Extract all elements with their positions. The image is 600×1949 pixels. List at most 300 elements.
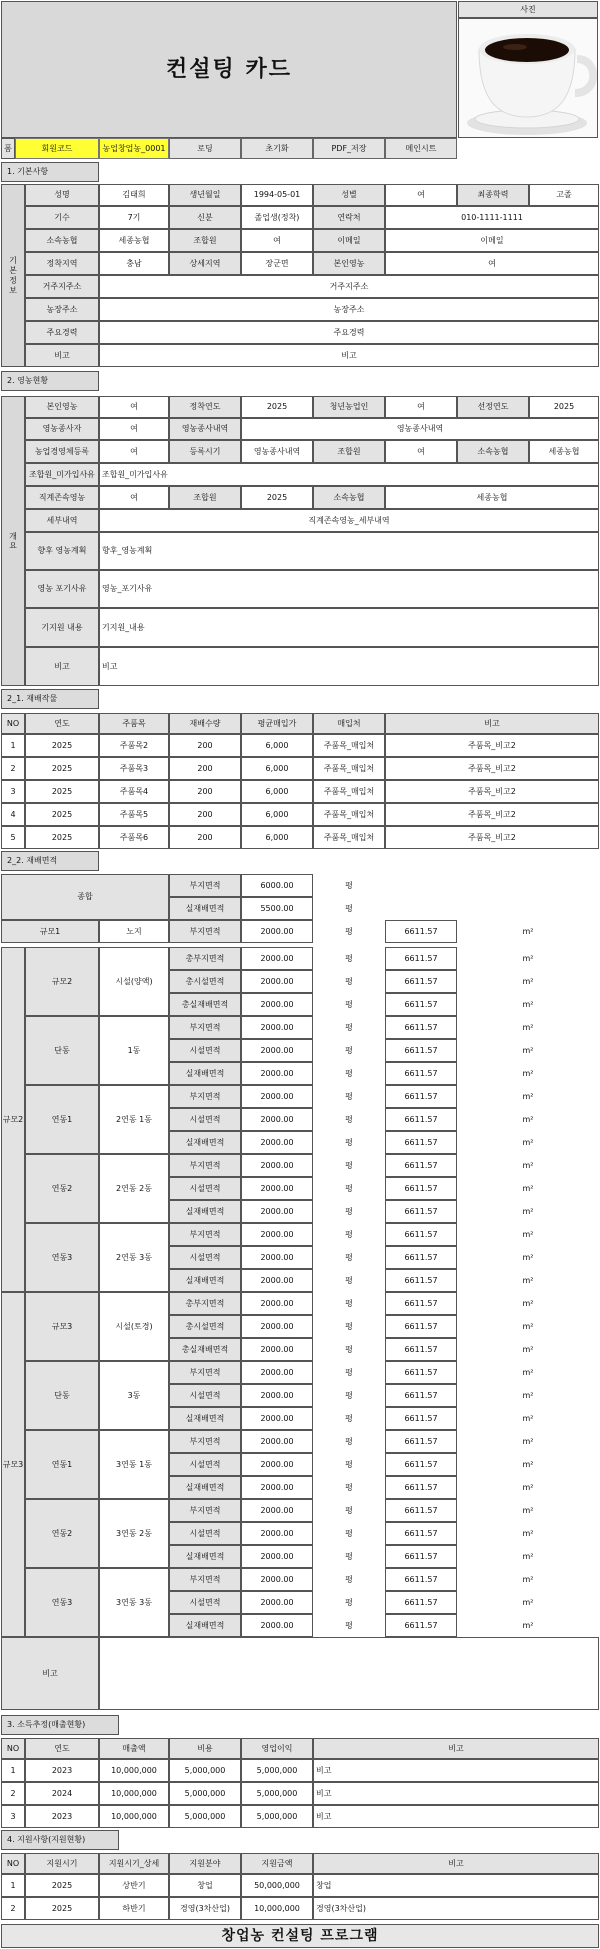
area-value-field[interactable]: 2000.00 [241, 1131, 313, 1154]
crops-cell-main-item[interactable]: 주품목4 [99, 780, 169, 803]
support-cell-no: 2 [1, 1897, 25, 1920]
unit-pyeong: 평 [345, 1574, 353, 1584]
phone-field[interactable]: 010-1111-1111 [385, 206, 599, 229]
area-total-cult-field[interactable]: 5500.00 [241, 897, 313, 920]
member-code-label: 회원코드 [15, 138, 99, 159]
crops-cell-avg-price[interactable]: 6,000 [241, 757, 313, 780]
farm-address-field[interactable]: 농장주소 [99, 298, 599, 321]
income-cell-profit[interactable]: 5,000,000 [241, 1759, 313, 1782]
member-field[interactable]: 여 [241, 229, 313, 252]
farming-coop-field[interactable]: 세종농협 [529, 440, 599, 463]
family-coop-field[interactable]: 세종농협 [385, 486, 599, 509]
scale2-item-label: 연동3 [25, 1223, 99, 1292]
crops-cell-year[interactable]: 2025 [25, 780, 99, 803]
unit-m2: m² [522, 1505, 534, 1515]
registration-label: 농업경영체등록 [25, 440, 99, 463]
area-m2-field[interactable]: 6611.57 [385, 1476, 457, 1499]
area-m2-field[interactable]: 6611.57 [385, 1384, 457, 1407]
support-cell-no: 1 [1, 1874, 25, 1897]
select-year-field[interactable]: 2025 [529, 396, 599, 418]
basic-side-text: 기본정보 [9, 255, 17, 295]
income-cell-cost[interactable]: 5,000,000 [169, 1805, 241, 1828]
load-button[interactable]: 로딩 [169, 138, 241, 159]
basic-note-label: 비고 [25, 344, 99, 367]
crops-cell-quantity[interactable]: 200 [169, 803, 241, 826]
unit-m2: m² [522, 1137, 534, 1147]
area-m2-field[interactable]: 6611.57 [385, 1453, 457, 1476]
worker-detail-field[interactable]: 영농종사내역 [241, 418, 599, 440]
education-label: 최종학력 [457, 184, 529, 206]
coffee-cup-photo [458, 18, 598, 138]
future-plan-field[interactable]: 향후_영농계획 [99, 532, 599, 570]
support-cell-period-detail[interactable]: 상반기 [99, 1874, 169, 1897]
quit-reason-field[interactable]: 영농_포기사유 [99, 570, 599, 608]
crops-header-year: 연도 [25, 713, 99, 734]
crops-cell-avg-price[interactable]: 6,000 [241, 780, 313, 803]
area-m2-field[interactable]: 6611.57 [385, 1522, 457, 1545]
crops-cell-note[interactable]: 주품목_비고2 [385, 757, 599, 780]
birth-field[interactable]: 1994-05-01 [241, 184, 313, 206]
section-farming-status: 2. 영농현황 [1, 371, 99, 391]
scale2-item-type[interactable]: 2연동 2동 [99, 1154, 169, 1223]
unit-pyeong: 평 [345, 1551, 353, 1561]
area-m2-field[interactable]: 6611.57 [385, 947, 457, 970]
area-value-field[interactable]: 2000.00 [241, 1499, 313, 1522]
scale3-area-label: 실재배면적 [169, 1476, 241, 1499]
support-cell-amount[interactable]: 10,000,000 [241, 1897, 313, 1920]
family-detail-field[interactable]: 직계존속영농_세부내역 [99, 509, 599, 532]
crops-cell-note[interactable]: 주품목_비고2 [385, 826, 599, 849]
farming-member-field[interactable]: 여 [385, 440, 457, 463]
area-value-field[interactable]: 2000.00 [241, 1039, 313, 1062]
crops-cell-buyer[interactable]: 주품목_매입처 [313, 757, 385, 780]
unit-pyeong: 평 [345, 1620, 353, 1630]
area-m2-field[interactable]: 6611.57 [385, 1062, 457, 1085]
support-cell-period-detail[interactable]: 하반기 [99, 1897, 169, 1920]
support-header-period: 지원시기 [25, 1853, 99, 1874]
crops-cell-year[interactable]: 2025 [25, 803, 99, 826]
unit-m2: m² [522, 1574, 534, 1584]
scale2-area-label: 실재배면적 [169, 1062, 241, 1085]
nonmember-reason-field[interactable]: 조합원_미가입사유 [99, 463, 599, 486]
area-value-field[interactable]: 2000.00 [241, 1407, 313, 1430]
area-value-field[interactable]: 2000.00 [241, 1223, 313, 1246]
main-sheet-button[interactable]: 메인시트 [385, 138, 457, 159]
scale3-item-label: 단동 [25, 1361, 99, 1430]
crops-cell-year[interactable]: 2025 [25, 757, 99, 780]
area-m2-field[interactable]: 6611.57 [385, 1039, 457, 1062]
crops-cell-year[interactable]: 2025 [25, 734, 99, 757]
crops-cell-note[interactable]: 주품목_비고2 [385, 780, 599, 803]
family-member-field[interactable]: 2025 [241, 486, 313, 509]
unit-pyeong: 평 [345, 1436, 353, 1446]
area-m2-field[interactable]: 6611.57 [385, 1499, 457, 1522]
crops-cell-main-item[interactable]: 주품목6 [99, 826, 169, 849]
area-value-field[interactable]: 2000.00 [241, 1085, 313, 1108]
support-cell-period[interactable]: 2025 [25, 1874, 99, 1897]
pdf-save-button[interactable]: PDF_저장 [313, 138, 385, 159]
area-value-field[interactable]: 2000.00 [241, 1476, 313, 1499]
unit-m2: m² [522, 1390, 534, 1400]
unit-pyeong: 평 [345, 903, 353, 913]
area-m2-field[interactable]: 6611.57 [385, 920, 457, 943]
worker-field[interactable]: 여 [99, 418, 169, 440]
area-value-field[interactable]: 2000.00 [241, 1200, 313, 1223]
area-m2-field[interactable]: 6611.57 [385, 1568, 457, 1591]
unit-m2: m² [522, 1620, 534, 1630]
form-label: 폼 [1, 138, 15, 159]
scale3-area-label: 부지면적 [169, 1361, 241, 1384]
farming-overview-side-label [1, 396, 25, 686]
region-detail-field[interactable]: 장군면 [241, 252, 313, 275]
scale3-item-type[interactable]: 3연동 3동 [99, 1568, 169, 1637]
scale2-item-label: 단동 [25, 1016, 99, 1085]
section-area: 2_2. 재배면적 [1, 851, 99, 871]
area-m2-field[interactable]: 6611.57 [385, 1269, 457, 1292]
scale3-area-label: 부지면적 [169, 1430, 241, 1453]
registration-time-field[interactable]: 영농종사내역 [241, 440, 313, 463]
income-cell-profit[interactable]: 5,000,000 [241, 1782, 313, 1805]
worker-label: 영농종사자 [25, 418, 99, 440]
crops-cell-buyer[interactable]: 주품목_매입처 [313, 826, 385, 849]
unit-m2: m² [522, 1298, 534, 1308]
area-m2-field[interactable]: 6611.57 [385, 1545, 457, 1568]
area-value-field[interactable]: 2000.00 [241, 1154, 313, 1177]
income-cell-sales[interactable]: 10,000,000 [99, 1759, 169, 1782]
scale2-area-label: 총부지면적 [169, 947, 241, 970]
unit-m2: m² [522, 1528, 534, 1538]
farming-coop-label: 소속농협 [457, 440, 529, 463]
scale2-item-type[interactable]: 2연동 3동 [99, 1223, 169, 1292]
unit-pyeong: 평 [345, 1390, 353, 1400]
area-m2-field[interactable]: 6611.57 [385, 1591, 457, 1614]
own-farming-field[interactable]: 여 [385, 252, 599, 275]
area-value-field[interactable]: 2000.00 [241, 1246, 313, 1269]
area-m2-field[interactable]: 6611.57 [385, 1361, 457, 1384]
unit-pyeong: 평 [345, 1114, 353, 1124]
area-value-field[interactable]: 2000.00 [241, 1361, 313, 1384]
crops-cell-note[interactable]: 주품목_비고2 [385, 734, 599, 757]
income-header-no: NO [1, 1738, 25, 1759]
select-year-label: 선정연도 [457, 396, 529, 418]
career-field[interactable]: 주요경력 [99, 321, 599, 344]
scale1-land-label: 부지면적 [169, 920, 241, 943]
farming-member-label: 조합원 [313, 440, 385, 463]
unit-m2: m² [522, 1252, 534, 1262]
member-code-field[interactable]: 농업창업농_0001 [99, 138, 169, 159]
crops-cell-buyer[interactable]: 주품목_매입처 [313, 780, 385, 803]
email-field[interactable]: 이메일 [385, 229, 599, 252]
scale1-label: 규모1 [1, 920, 99, 943]
unit-m2: m² [522, 953, 534, 963]
crops-header-avg-price: 평균매입가 [241, 713, 313, 734]
region-label: 정착지역 [25, 252, 99, 275]
region-field[interactable]: 충남 [99, 252, 169, 275]
generation-field[interactable]: 7기 [99, 206, 169, 229]
area-m2-field[interactable]: 6611.57 [385, 1407, 457, 1430]
crops-cell-quantity[interactable]: 200 [169, 780, 241, 803]
scale3-item-label: 규모3 [25, 1292, 99, 1361]
support-cell-period[interactable]: 2025 [25, 1897, 99, 1920]
area-value-field[interactable]: 2000.00 [241, 1591, 313, 1614]
area-value-field[interactable]: 2000.00 [241, 1338, 313, 1361]
income-cell-no: 3 [1, 1805, 25, 1828]
crops-cell-buyer[interactable]: 주품목_매입처 [313, 734, 385, 757]
crops-cell-year[interactable]: 2025 [25, 826, 99, 849]
unit-pyeong: 평 [345, 1321, 353, 1331]
scale2-item-label: 규모2 [25, 947, 99, 1016]
income-cell-sales[interactable]: 10,000,000 [99, 1782, 169, 1805]
crops-cell-buyer[interactable]: 주품목_매입처 [313, 803, 385, 826]
quit-reason-label: 영농 포기사유 [25, 570, 99, 608]
area-value-field[interactable]: 2000.00 [241, 1108, 313, 1131]
income-cell-note[interactable]: 비고 [313, 1782, 599, 1805]
scale3: 규모3 [1, 1292, 25, 1637]
area-m2-field[interactable]: 6611.57 [385, 1292, 457, 1315]
reset-button[interactable]: 초기화 [241, 138, 313, 159]
unit-m2: m² [522, 1091, 534, 1101]
support-cell-field[interactable]: 경영(3차산업) [169, 1897, 241, 1920]
income-header-note: 비고 [313, 1738, 599, 1759]
registration-time-label: 등록시기 [169, 440, 241, 463]
unit-m2: m² [522, 1068, 534, 1078]
prior-support-field[interactable]: 기지원_내용 [99, 608, 599, 647]
area-m2-field[interactable]: 6611.57 [385, 1246, 457, 1269]
registration-field[interactable]: 여 [99, 440, 169, 463]
area-value-field[interactable]: 2000.00 [241, 1062, 313, 1085]
area-m2-field[interactable]: 6611.57 [385, 1108, 457, 1131]
coop-field[interactable]: 세종농협 [99, 229, 169, 252]
area-value-field[interactable]: 2000.00 [241, 1292, 313, 1315]
crops-cell-quantity[interactable]: 200 [169, 757, 241, 780]
area-value-field[interactable]: 2000.00 [241, 1315, 313, 1338]
scale2-area-label: 총실재배면적 [169, 993, 241, 1016]
area-value-field[interactable]: 2000.00 [241, 970, 313, 993]
page-title: 컨설팅 카드 [1, 1, 457, 138]
income-header-year: 연도 [25, 1738, 99, 1759]
unit-pyeong: 평 [345, 1183, 353, 1193]
unit-pyeong: 평 [345, 1206, 353, 1216]
area-m2-field[interactable]: 6611.57 [385, 993, 457, 1016]
income-cell-profit[interactable]: 5,000,000 [241, 1805, 313, 1828]
photo-label: 사진 [458, 1, 598, 18]
area-m2-field[interactable]: 6611.57 [385, 1315, 457, 1338]
farming-note-label: 비고 [25, 647, 99, 686]
crops-cell-no: 3 [1, 780, 25, 803]
income-cell-note[interactable]: 비고 [313, 1759, 599, 1782]
unit-m2: m² [522, 1114, 534, 1124]
farm-address-label: 농장주소 [25, 298, 99, 321]
farming-note-field[interactable]: 비고 [99, 647, 599, 686]
scale3-area-label: 총부지면적 [169, 1292, 241, 1315]
scale2-item-label: 연동2 [25, 1154, 99, 1223]
area-m2-field[interactable]: 6611.57 [385, 1338, 457, 1361]
unit-pyeong: 평 [345, 1505, 353, 1515]
status-field[interactable]: 졸업생(정착) [241, 206, 313, 229]
unit-m2: m² [522, 999, 534, 1009]
income-cell-year[interactable]: 2023 [25, 1759, 99, 1782]
area-value-field[interactable]: 2000.00 [241, 947, 313, 970]
name-field[interactable]: 김태희 [99, 184, 169, 206]
area-m2-field[interactable]: 6611.57 [385, 1200, 457, 1223]
nonmember-reason-label: 조합원_미가입사유 [25, 463, 99, 486]
member-label: 조합원 [169, 229, 241, 252]
crops-cell-note[interactable]: 주품목_비고2 [385, 803, 599, 826]
area-m2-field[interactable]: 6611.57 [385, 970, 457, 993]
scale1-type-field[interactable]: 노지 [99, 920, 169, 943]
area-total-cult-label: 실재배면적 [169, 897, 241, 920]
area-value-field[interactable]: 2000.00 [241, 1384, 313, 1407]
area-value-field[interactable]: 2000.00 [241, 1614, 313, 1637]
area-total-land-label: 부지면적 [169, 874, 241, 897]
area-m2-field[interactable]: 6611.57 [385, 1223, 457, 1246]
support-cell-note[interactable]: 경영(3차산업) [313, 1897, 599, 1920]
area-m2-field[interactable]: 6611.57 [385, 1430, 457, 1453]
area-total-land-field[interactable]: 6000.00 [241, 874, 313, 897]
unit-pyeong: 평 [345, 1597, 353, 1607]
education-field[interactable]: 고졸 [529, 184, 599, 206]
unit-pyeong: 평 [345, 953, 353, 963]
unit-pyeong: 평 [345, 1367, 353, 1377]
farming-own-field[interactable]: 여 [99, 396, 169, 418]
support-header-no: NO [1, 1853, 25, 1874]
area-value-field[interactable]: 2000.00 [241, 1430, 313, 1453]
email-label: 이메일 [313, 229, 385, 252]
support-cell-amount[interactable]: 50,000,000 [241, 1874, 313, 1897]
scale2-item-type[interactable]: 시설(양액) [99, 947, 169, 1016]
basic-note-field[interactable]: 비고 [99, 344, 599, 367]
crops-cell-no: 4 [1, 803, 25, 826]
area-note-field[interactable] [99, 1637, 599, 1710]
income-cell-year[interactable]: 2024 [25, 1782, 99, 1805]
farming-side-text: 개요 [9, 531, 17, 550]
crops-cell-main-item[interactable]: 주품목5 [99, 803, 169, 826]
crops-cell-avg-price[interactable]: 6,000 [241, 803, 313, 826]
area-value-field[interactable]: 2000.00 [241, 1177, 313, 1200]
crops-cell-quantity[interactable]: 200 [169, 734, 241, 757]
area-value-field[interactable]: 2000.00 [241, 920, 313, 943]
income-cell-note[interactable]: 비고 [313, 1805, 599, 1828]
scale2-area-label: 부지면적 [169, 1154, 241, 1177]
gender-label: 성별 [313, 184, 385, 206]
unit-pyeong: 평 [345, 1344, 353, 1354]
scale2-area-label: 시설면적 [169, 1246, 241, 1269]
unit-m2: m² [522, 1045, 534, 1055]
scale3-area-label: 총실재배면적 [169, 1338, 241, 1361]
area-value-field[interactable]: 2000.00 [241, 1453, 313, 1476]
scale2-item-label: 연동1 [25, 1085, 99, 1154]
unit-pyeong: 평 [345, 1160, 353, 1170]
crops-header-main-item: 주품목 [99, 713, 169, 734]
status-label: 신분 [169, 206, 241, 229]
unit-pyeong: 평 [345, 1459, 353, 1469]
income-cell-cost[interactable]: 5,000,000 [169, 1759, 241, 1782]
unit-m2: m² [522, 976, 534, 986]
area-value-field[interactable]: 2000.00 [241, 993, 313, 1016]
support-cell-note[interactable]: 창업 [313, 1874, 599, 1897]
scale3-area-label: 시설면적 [169, 1453, 241, 1476]
family-coop-label: 소속농협 [313, 486, 385, 509]
area-value-field[interactable]: 2000.00 [241, 1016, 313, 1039]
future-plan-label: 향후 영농계획 [25, 532, 99, 570]
crops-cell-quantity[interactable]: 200 [169, 826, 241, 849]
family-farming-field[interactable]: 여 [99, 486, 169, 509]
crops-cell-avg-price[interactable]: 6,000 [241, 734, 313, 757]
income-cell-year[interactable]: 2023 [25, 1805, 99, 1828]
unit-m2: m² [522, 1436, 534, 1446]
crops-cell-main-item[interactable]: 주품목3 [99, 757, 169, 780]
scale3-item-type[interactable]: 3연동 1동 [99, 1430, 169, 1499]
scale3-item-type[interactable]: 3동 [99, 1361, 169, 1430]
crops-cell-no: 1 [1, 734, 25, 757]
unit-pyeong: 평 [345, 1068, 353, 1078]
career-label: 주요경력 [25, 321, 99, 344]
income-cell-sales[interactable]: 10,000,000 [99, 1805, 169, 1828]
area-m2-field[interactable]: 6611.57 [385, 1154, 457, 1177]
address-field[interactable]: 거주지주소 [99, 275, 599, 298]
unit-m2: m² [522, 1597, 534, 1607]
support-header-field: 지원분야 [169, 1853, 241, 1874]
area-value-field[interactable]: 2000.00 [241, 1269, 313, 1292]
area-m2-field[interactable]: 6611.57 [385, 1177, 457, 1200]
area-value-field[interactable]: 2000.00 [241, 1545, 313, 1568]
young-farmer-field[interactable]: 여 [385, 396, 457, 418]
unit-m2: m² [522, 1367, 534, 1377]
scale3-area-label: 부지면적 [169, 1499, 241, 1522]
worker-detail-label: 영농종사내역 [169, 418, 241, 440]
area-m2-field[interactable]: 6611.57 [385, 1085, 457, 1108]
scale3-item-type[interactable]: 시설(토경) [99, 1292, 169, 1361]
crops-cell-avg-price[interactable]: 6,000 [241, 826, 313, 849]
support-cell-field[interactable]: 창업 [169, 1874, 241, 1897]
unit-m2: m² [522, 1459, 534, 1469]
income-cell-no: 1 [1, 1759, 25, 1782]
unit-m2: m² [522, 1482, 534, 1492]
scale2-item-type[interactable]: 1동 [99, 1016, 169, 1085]
scale2-area-label: 실재배면적 [169, 1131, 241, 1154]
unit-pyeong: 평 [345, 1252, 353, 1262]
scale3-area-label: 시설면적 [169, 1384, 241, 1407]
crops-cell-main-item[interactable]: 주품목2 [99, 734, 169, 757]
area-m2-field[interactable]: 6611.57 [385, 1131, 457, 1154]
unit-pyeong: 평 [345, 1022, 353, 1032]
area-m2-field[interactable]: 6611.57 [385, 1614, 457, 1637]
crops-header-buyer: 매입처 [313, 713, 385, 734]
scale3-item-label: 연동3 [25, 1568, 99, 1637]
scale2-item-type[interactable]: 2연동 1동 [99, 1085, 169, 1154]
scale2-area-label: 시설면적 [169, 1039, 241, 1062]
scale3-item-type[interactable]: 3연동 2동 [99, 1499, 169, 1568]
unit-m2: m² [522, 1275, 534, 1285]
support-header-period-detail: 지원시기_상세 [99, 1853, 169, 1874]
unit-m2: m² [522, 1344, 534, 1354]
settle-year-field[interactable]: 2025 [241, 396, 313, 418]
income-header-cost: 비용 [169, 1738, 241, 1759]
crops-header-quantity: 재배수량 [169, 713, 241, 734]
scale3-area-label: 실재배면적 [169, 1545, 241, 1568]
section-income: 3. 소득추정(매출현황) [1, 1715, 119, 1735]
address-label: 거주지주소 [25, 275, 99, 298]
income-cell-cost[interactable]: 5,000,000 [169, 1782, 241, 1805]
area-value-field[interactable]: 2000.00 [241, 1568, 313, 1591]
scale2: 규모2 [1, 947, 25, 1292]
area-value-field[interactable]: 2000.00 [241, 1522, 313, 1545]
gender-field[interactable]: 여 [385, 184, 457, 206]
unit-pyeong: 평 [345, 880, 353, 890]
family-farming-label: 직계존속영농 [25, 486, 99, 509]
area-m2-field[interactable]: 6611.57 [385, 1016, 457, 1039]
unit-m2: m² [522, 926, 534, 936]
